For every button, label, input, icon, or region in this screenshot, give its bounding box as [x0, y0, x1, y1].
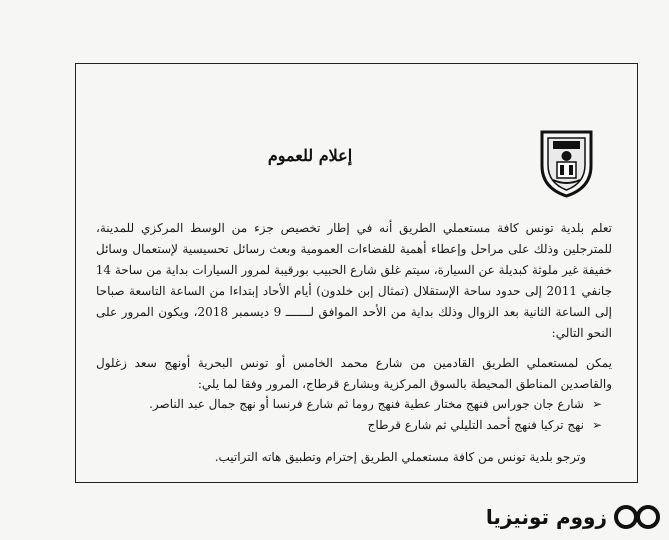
watermark-text: زووم تونيزيا	[485, 505, 607, 529]
paragraph-line: خفيفة غير ملوثة كبديلة عن السيارة، سيتم غلق شارع الحبيب بورقيبة لمرور السيارات بداية من ساحة 14	[95, 263, 612, 277]
paragraph-line: النحو التالي:	[551, 326, 612, 340]
route-list	[96, 394, 612, 436]
check-arrow-icon: ➢	[591, 397, 602, 411]
paragraph-line: للمترجلين وذلك على مراحل وإعطاء أهمية للفضاءات العمومية وبعث رسائل تحسيسية لإستعمال وسائل	[96, 242, 612, 256]
paragraph-line: جانفي 2011 إلى حدود ساحة الإستقلال (تمثال إبن خلدون) أيام الأحاد إبتداءا من الساعة التاسعة صباحا	[96, 284, 612, 298]
paragraph-line: والقاصدين المناطق المحيطة بالسوق المركزية وبشارع قرطاج، المرور وفقا لما يلي:	[197, 377, 612, 391]
municipality-crest-icon	[539, 128, 594, 198]
list-item-text: نهج تركيا فنهج أحمد التليلي ثم شارع قرطاج	[367, 418, 584, 432]
list-item	[96, 415, 612, 436]
zoom-logo-icon	[613, 504, 661, 530]
closing-sentence: وترجو بلدية تونس من كافة مستعملي الطريق إحترام وتطبيق هاته التراتيب.	[214, 450, 586, 464]
list-item	[96, 394, 612, 415]
list-item-text: شارع جان جوراس فنهج مختار عطية فنهج روما ثم شارع فرنسا أو نهج جمال عبد الناصر.	[149, 397, 584, 411]
watermark	[486, 502, 661, 532]
check-arrow-icon: ➢	[591, 418, 602, 432]
paragraph-line: تعلم بلدية تونس كافة مستعملي الطريق أنه في إطار تخصيص جزء من الوسط المركزي للمدينة،	[96, 221, 612, 235]
notice-title: إعلام للعموم	[267, 146, 353, 165]
paragraph-line: يمكن لمستعملي الطريق القادمين من شارع محمد الخامس أو تونس البحرية أونهج سعد زغلول	[96, 356, 612, 370]
paragraph-line: إلى الساعة الثانية بعد الزوال وذلك بداية من الأحد الموافق لـــــــ 9 ديسمبر 2018، ويكون المرور على	[96, 305, 612, 319]
notice-paragraph-2	[96, 353, 612, 395]
notice-paragraph-1	[96, 218, 612, 344]
